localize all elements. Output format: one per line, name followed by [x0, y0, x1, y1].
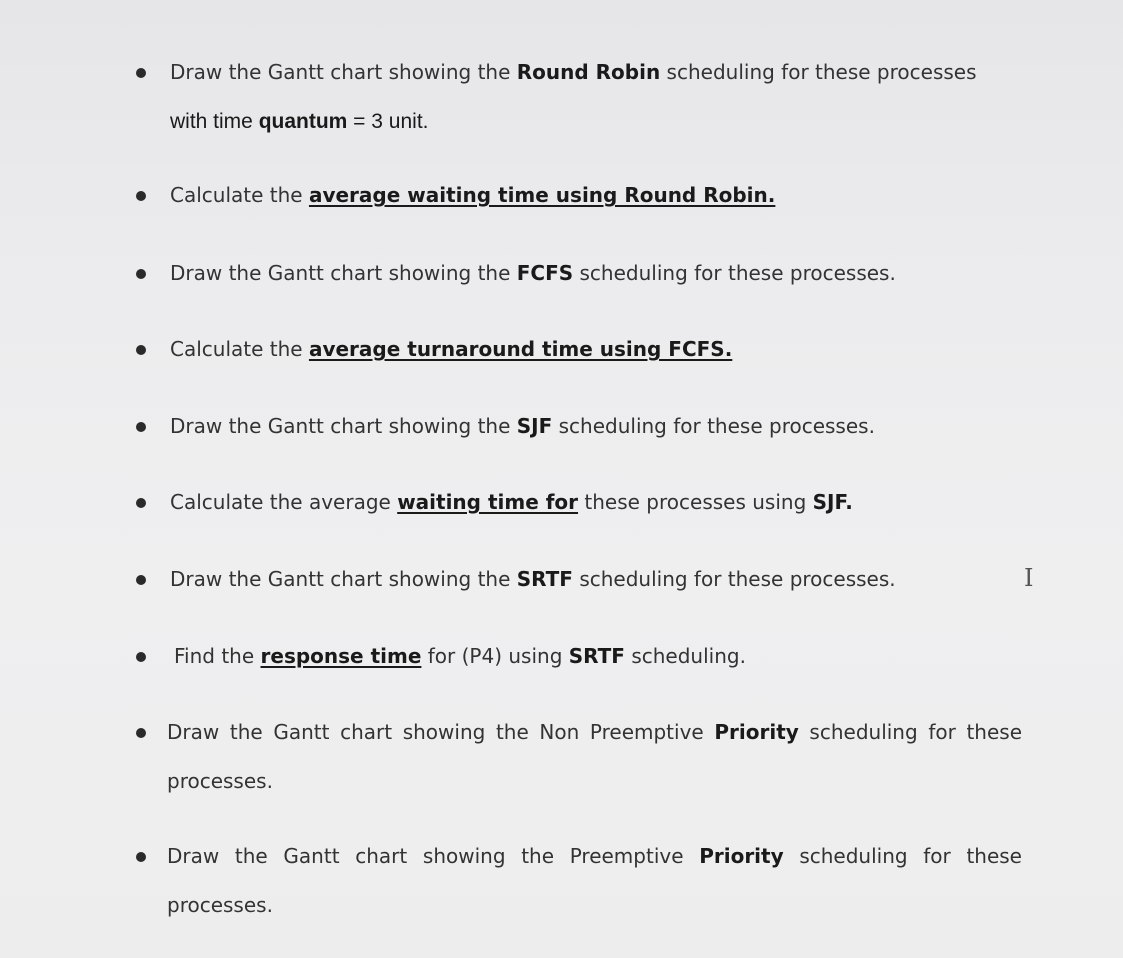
text-segment: scheduling for these processes. — [573, 261, 896, 285]
text-segment-bold-underlined: response time — [260, 644, 422, 668]
item-text — [170, 567, 1025, 591]
text-segment: scheduling. — [624, 644, 746, 668]
bullet-icon — [136, 498, 146, 508]
text-segment: Find the — [174, 644, 261, 668]
text-segment: Draw the Gantt chart showing the — [170, 60, 517, 84]
bullet-icon — [136, 269, 146, 279]
item-text — [167, 708, 1022, 806]
text-segment-bold: quantum — [258, 110, 348, 133]
text-segment: Calculate the — [170, 183, 309, 207]
bullet-icon — [136, 852, 146, 862]
item-text — [170, 490, 1025, 514]
text-segment-bold-underlined: average turnaround time using FCFS. — [308, 337, 733, 361]
text-segment: Draw the Gantt chart showing the Preemptive — [167, 844, 700, 868]
text-segment: Draw the Gantt chart showing the Non Preemptive — [167, 720, 715, 744]
bullet-icon — [136, 68, 146, 78]
text-segment-bold: Priority — [699, 844, 784, 868]
item-text — [170, 60, 1025, 84]
item-text — [170, 261, 1025, 285]
text-segment: Calculate the average — [170, 490, 398, 514]
text-segment: scheduling for these processes. — [167, 720, 1022, 793]
text-segment-bold: Round Robin — [516, 60, 661, 84]
item-text-line-2 — [170, 109, 1025, 134]
item-text — [170, 414, 1025, 438]
text-segment-bold: SJF. — [812, 490, 853, 514]
text-segment: Calculate the — [170, 337, 309, 361]
bullet-icon — [136, 345, 146, 355]
text-segment-bold: FCFS — [516, 261, 574, 285]
text-segment: these processes using — [578, 490, 813, 514]
bullet-icon — [136, 191, 146, 201]
text-segment-bold: Priority — [714, 720, 799, 744]
text-segment-bold: SRTF — [568, 644, 625, 668]
bullet-icon — [136, 652, 146, 662]
item-text — [167, 832, 1022, 930]
text-segment: Draw the Gantt chart showing the — [170, 567, 517, 591]
text-segment: Draw the Gantt chart showing the — [170, 261, 517, 285]
bullet-icon — [136, 422, 146, 432]
text-segment: Draw the Gantt chart showing the — [170, 414, 517, 438]
item-text — [174, 644, 1029, 668]
bullet-icon — [136, 575, 146, 585]
text-segment-bold: SRTF — [516, 567, 573, 591]
text-segment: = 3 unit. — [347, 110, 429, 133]
text-segment-bold: SJF — [516, 414, 553, 438]
text-segment: scheduling for these processes. — [572, 567, 896, 591]
text-segment-bold-underlined: average waiting time using Round Robin. — [308, 183, 776, 207]
item-text — [170, 183, 1025, 207]
text-segment: scheduling for these processes. — [167, 844, 1022, 917]
text-segment: scheduling for these processes — [660, 60, 977, 84]
text-cursor-icon: I — [1024, 564, 1034, 592]
item-text — [170, 337, 1025, 361]
text-segment-bold-underlined: waiting time for — [397, 490, 579, 514]
text-segment: with time — [170, 110, 259, 133]
text-segment: for (P4) using — [421, 644, 569, 668]
bullet-icon — [136, 728, 146, 738]
text-segment: scheduling for these processes. — [552, 414, 875, 438]
